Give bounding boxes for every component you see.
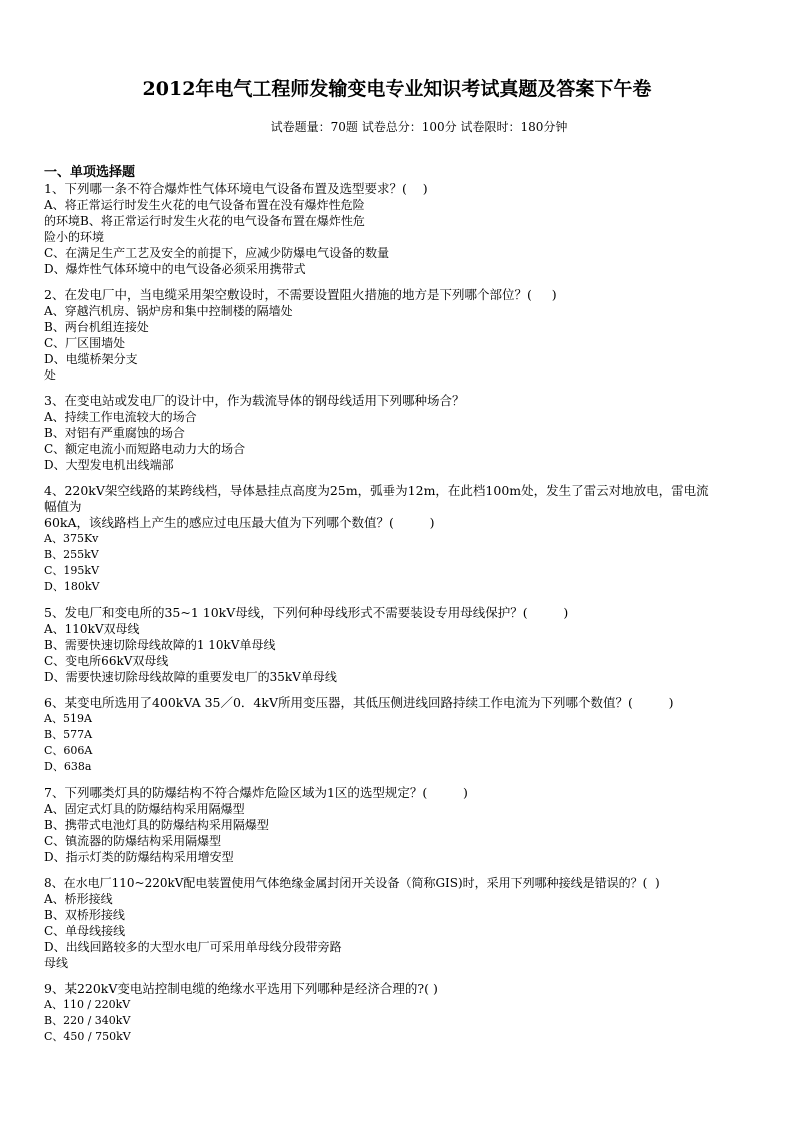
option-line: A、穿越汽机房、锅炉房和集中控制楼的隔墙处 <box>44 304 293 318</box>
question-text: 9、某220kV变电站控制电缆的绝缘水平选用下列哪种是经济合理的?( ) <box>44 981 438 996</box>
question-6 <box>44 695 764 775</box>
question-4 <box>44 483 764 595</box>
section-heading: 一、单项选择题 <box>44 165 136 180</box>
option-line: A、110kV双母线 <box>44 622 140 636</box>
option-line: C、单母线接线 <box>44 924 126 938</box>
document-body <box>44 165 764 1055</box>
option-line: C、镇流器的防爆结构采用隔爆型 <box>44 834 222 848</box>
option-line: B、需要快速切除母线故障的1 10kV单母线 <box>44 638 276 652</box>
question-text-cont: 幅值为 <box>44 499 82 514</box>
option-line: D、电缆桥架分支 <box>44 352 138 366</box>
question-text-cont: 60kA，该线路档上产生的感应过电压最大值为下列哪个数值？( ) <box>44 515 435 530</box>
question-text: 1、下列哪一条不符合爆炸性气体环境电气设备布置及选型要求？( ) <box>44 181 428 196</box>
option-line: C、450 / 750kV <box>44 1030 131 1043</box>
option-line: C、195kV <box>44 564 100 577</box>
option-line: C、额定电流小而短路电动力大的场合 <box>44 442 246 456</box>
option-line: 险小的环境 <box>44 230 105 244</box>
option-line: 处 <box>44 368 57 382</box>
question-text: 7、下列哪类灯具的防爆结构不符合爆炸危险区域为1区的选型规定？( ) <box>44 785 468 800</box>
option-line: D、大型发电机出线端部 <box>44 458 174 472</box>
question-text: 4、220kV架空线路的某跨线档，导体悬挂点高度为25m，弧垂为12m，在此档100m处，发生了雷云对地放电，雷电流 <box>44 483 709 498</box>
question-9 <box>44 981 764 1045</box>
option-line: A、将正常运行时发生火花的电气设备布置在没有爆炸性危险 <box>44 198 365 212</box>
option-line: B、双桥形接线 <box>44 908 125 922</box>
option-line: B、220 / 340kV <box>44 1014 131 1027</box>
option-line: D、638a <box>44 760 92 773</box>
option-line: A、375Kv <box>44 532 99 545</box>
question-2 <box>44 287 764 383</box>
option-line: D、爆炸性气体环境中的电气设备必须采用携带式 <box>44 262 306 276</box>
option-line: C、厂区围墙处 <box>44 336 126 350</box>
option-line: 母线 <box>44 956 69 970</box>
option-line: B、两台机组连接处 <box>44 320 149 334</box>
option-line: D、指示灯类的防爆结构采用增安型 <box>44 850 234 864</box>
option-line: B、携带式电池灯具的防爆结构采用隔爆型 <box>44 818 269 832</box>
option-line: D、需要快速切除母线故障的重要发电厂的35kV单母线 <box>44 670 337 684</box>
question-text: 5、发电厂和变电所的35~1 10kV母线，下列何种母线形式不需要装设专用母线保护？( ) <box>44 605 569 620</box>
option-line: D、180kV <box>44 580 100 593</box>
exam-meta: 试卷题量：70题 试卷总分：100分 试卷限时：180分钟 <box>270 120 568 134</box>
question-text: 6、某变电所选用了400kVA 35／0．4kV所用变压器，其低压侧进线回路持续工作电流为下列哪个数值？( ) <box>44 695 674 710</box>
page-title: 2012年电气工程师发输变电专业知识考试真题及答案下午卷 <box>142 78 652 100</box>
question-3 <box>44 393 764 473</box>
question-7 <box>44 785 764 865</box>
option-line: B、对铝有严重腐蚀的场合 <box>44 426 185 440</box>
option-line: A、桥形接线 <box>44 892 113 906</box>
option-line: C、变电所66kV双母线 <box>44 654 169 668</box>
option-line: A、持续工作电流较大的场合 <box>44 410 197 424</box>
option-line: D、出线回路较多的大型水电厂可采用单母线分段带旁路 <box>44 940 342 954</box>
option-line: A、110 / 220kV <box>44 998 131 1011</box>
question-5 <box>44 605 764 685</box>
option-line: A、固定式灯具的防爆结构采用隔爆型 <box>44 802 245 816</box>
question-text: 8、在水电厂110~220kV配电装置使用气体绝缘金属封闭开关设备（简称GIS)时，采用下列哪种接线是错误的？( ) <box>44 876 660 890</box>
question-text: 2、在发电厂中，当电缆采用架空敷设时，不需要设置阻火措施的地方是下列哪个部位？( ) <box>44 287 557 302</box>
option-line: A、519A <box>44 712 92 725</box>
option-line: C、606A <box>44 744 93 757</box>
option-line: B、255kV <box>44 548 99 561</box>
question-8 <box>44 875 764 971</box>
question-text: 3、在变电站或发电厂的设计中，作为载流导体的钢母线适用下列哪种场合？ <box>44 393 465 408</box>
option-line: B、577A <box>44 728 93 741</box>
option-line: C、在满足生产工艺及安全的前提下，应减少防爆电气设备的数量 <box>44 246 390 260</box>
question-1 <box>44 181 764 277</box>
option-line: 的环境B、将正常运行时发生火花的电气设备布置在爆炸性危 <box>44 214 365 228</box>
